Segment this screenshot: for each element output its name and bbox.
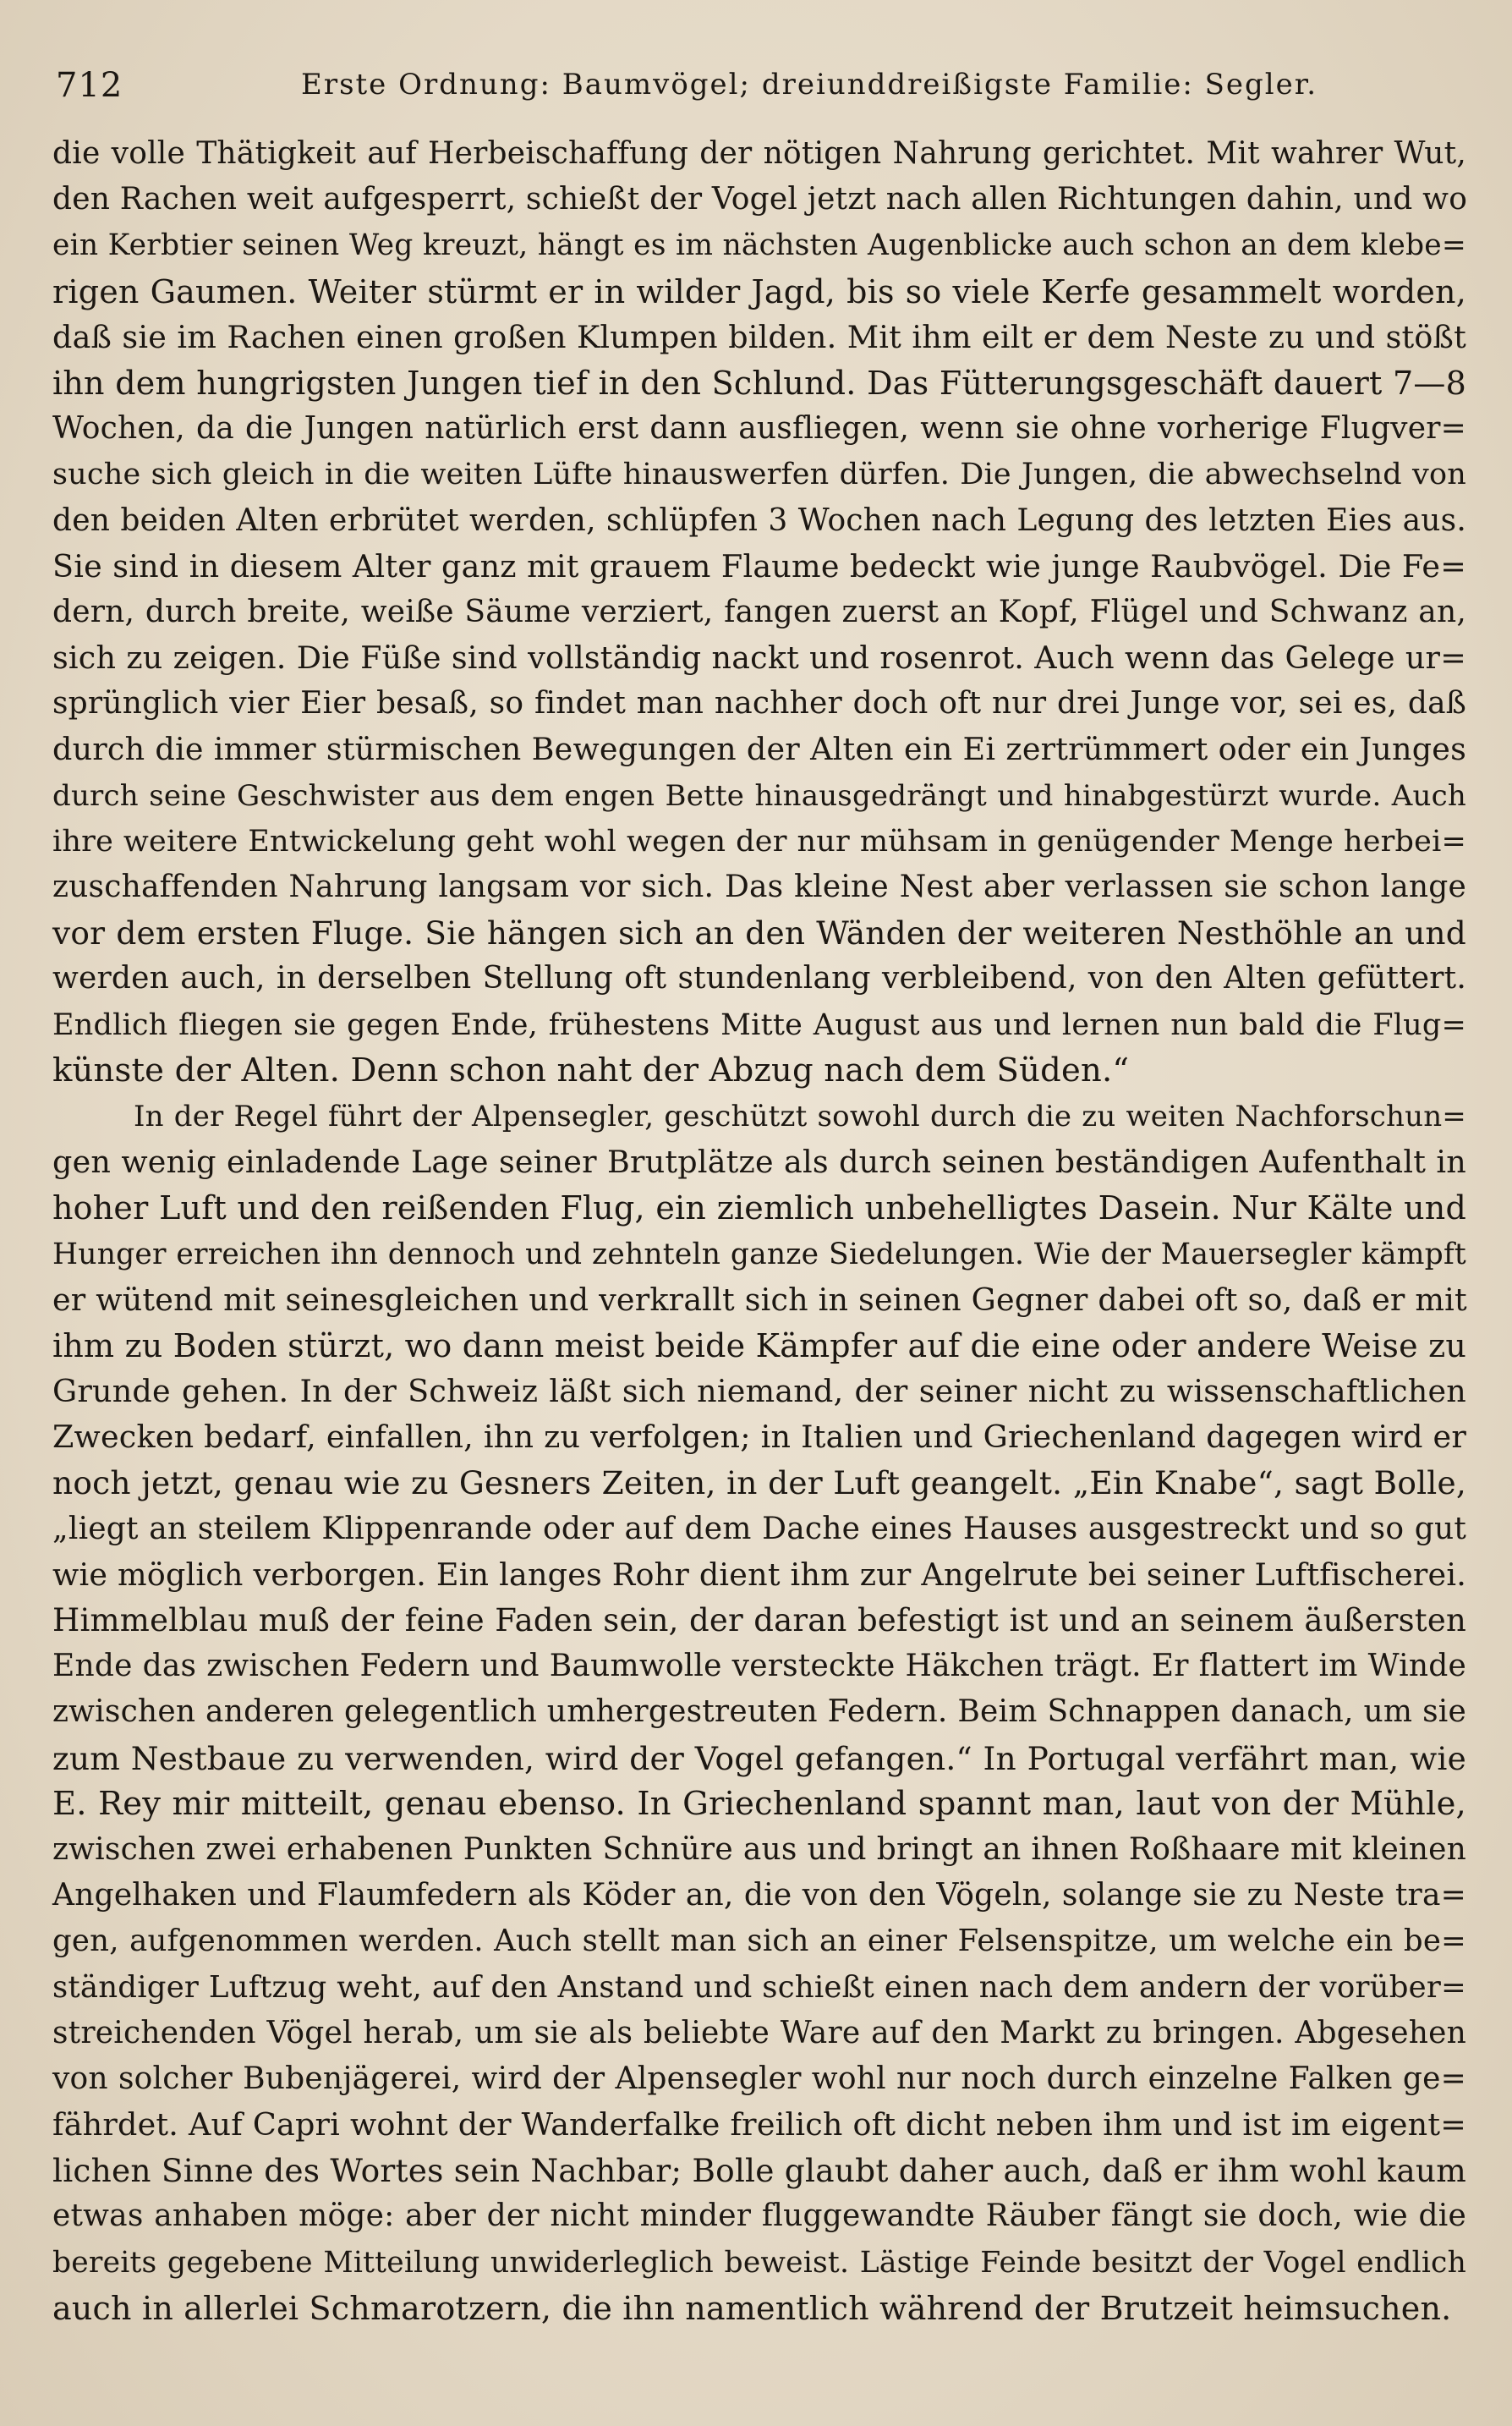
text-line: er wütend mit seinesgleichen und verkrallt sich in seinen Gegner dabei oft so, daß er mit [52, 1281, 1467, 1318]
text-line: ihre weitere Entwickelung geht wohl wegen der nur mühsam in genügender Menge herbei= [52, 824, 1466, 859]
running-head: Erste Ordnung: Baumvögel; dreiunddreißigste Familie: Segler. [301, 68, 1318, 102]
text-line: E. Rey mir mitteilt, genau ebenso. In Griechenland spannt man, laut von der Mühle, [52, 1784, 1466, 1823]
text-line: durch seine Geschwister aus dem engen Bette hinausgedrängt und hinabgestürzt wurde. Auch [52, 778, 1466, 813]
text-line: noch jetzt, genau wie zu Gesners Zeiten, in der Luft geangelt. „Ein Knabe“, sagt Bolle, [52, 1464, 1466, 1502]
paragraph-1 [52, 131, 1466, 1094]
text-line: von solcher Bubenjägerei, wird der Alpensegler wohl nur noch durch einzelne Falken ge= [52, 2061, 1466, 2096]
text-line: gen, aufgenommen werden. Auch stellt man sich an einer Felsenspitze, um welche ein be= [52, 1924, 1466, 1959]
text-line: „liegt an steilem Klippenrande oder auf dem Dache eines Hauses ausgestreckt und so gut [52, 1511, 1466, 1546]
text-line: hoher Luft und den reißenden Flug, ein ziemlich unbehelligtes Dasein. Nur Kälte und [52, 1189, 1466, 1227]
text-line: Endlich fliegen sie gegen Ende, frühestens Mitte August aus und lernen nun bald die Flug= [52, 1007, 1466, 1042]
text-line: lichen Sinne des Wortes sein Nachbar; Bolle glaubt daher auch, daß er ihm wohl kaum [52, 2152, 1466, 2190]
text-line: Ende das zwischen Federn und Baumwolle versteckte Häkchen trägt. Er flattert im Winde [52, 1649, 1466, 1684]
text-line: ihn dem hungrigsten Jungen tief in den Schlund. Das Fütterungsgeschäft dauert 7—8 [52, 364, 1466, 402]
text-line: zwischen anderen gelegentlich umhergestreuten Federn. Beim Schnappen danach, um sie [52, 1694, 1466, 1730]
text-line: sich zu zeigen. Die Füße sind vollständig nackt und rosenrot. Auch wenn das Gelege ur= [52, 639, 1466, 677]
paragraph-2 [52, 1094, 1466, 2331]
text-line: durch die immer stürmischen Bewegungen der Alten ein Ei zertrümmert oder ein Junges [52, 731, 1466, 768]
text-line: zum Nestbaue zu verwenden, wird der Vogel gefangen.“ In Portugal verfährt man, wie [52, 1739, 1466, 1777]
text-line: künste der Alten. Denn schon naht der Abzug nach dem Süden.“ [52, 1051, 1130, 1090]
page-header [56, 59, 1468, 110]
text-line: Grunde gehen. In der Schweiz läßt sich niemand, der seiner nicht zu wissenschaftlichen [52, 1373, 1466, 1410]
text-line: ein Kerbtier seinen Weg kreuzt, hängt es im nächsten Augenblicke auch schon an dem klebe= [52, 228, 1466, 263]
text-line: vor dem ersten Fluge. Sie hängen sich an den Wänden der weiteren Nesthöhle an und [52, 914, 1466, 952]
text-line: In der Regel führt der Alpensegler, geschützt sowohl durch die zu weiten Nachforschun= [134, 1099, 1466, 1133]
body-text [52, 131, 1466, 2331]
text-line: Himmelblau muß der feine Faden sein, der daran befestigt ist und an seinem äußersten [52, 1602, 1466, 1638]
text-line: Wochen, da die Jungen natürlich erst dann ausfliegen, wenn sie ohne vorherige Flugver= [52, 411, 1466, 447]
text-line: dern, durch breite, weiße Säume verziert, fangen zuerst an Kopf, Flügel und Schwanz an, [52, 594, 1466, 629]
text-line: daß sie im Rachen einen großen Klumpen bilden. Mit ihm eilt er dem Neste zu und stößt [52, 318, 1466, 355]
text-line: etwas anhaben möge: aber der nicht minder fluggewandte Räuber fängt sie doch, wie die [52, 2198, 1466, 2234]
text-line: ständiger Luftzug weht, auf den Anstand und schießt einen nach dem andern der vorüber= [52, 1969, 1466, 2005]
text-line: gen wenig einladende Lage seiner Brutplätze als durch seinen beständigen Aufenthalt in [52, 1144, 1466, 1181]
text-line: sprünglich vier Eier besaß, so findet man nachher doch oft nur drei Junge vor, sei es, daß [52, 686, 1466, 722]
text-line: auch in allerlei Schmarotzern, die ihn namentlich während der Brutzeit heimsuchen. [52, 2289, 1452, 2327]
text-line: streichenden Vögel herab, um sie als beliebte Ware auf den Markt zu bringen. Abgesehen [52, 2015, 1466, 2050]
text-line: suche sich gleich in die weiten Lüfte hinauswerfen dürfen. Die Jungen, die abwechselnd von [52, 458, 1466, 492]
text-line: zuschaffenden Nahrung langsam vor sich. Das kleine Nest aber verlassen sie schon lange [52, 870, 1466, 904]
text-line: Angelhaken und Flaumfedern als Köder an, die von den Vögeln, solange sie zu Neste tra= [52, 1878, 1466, 1913]
page-number: 712 [56, 66, 123, 105]
text-line: den beiden Alten erbrütet werden, schlüpfen 3 Wochen nach Legung des letzten Eies aus. [52, 502, 1466, 538]
text-line: Zwecken bedarf, einfallen, ihn zu verfolgen; in Italien und Griechenland dagegen wird er [52, 1419, 1466, 1456]
text-line: fährdet. Auf Capri wohnt der Wanderfalke freilich oft dicht neben ihm und ist im eigent= [52, 2106, 1466, 2143]
text-line: Sie sind in diesem Alter ganz mit grauem Flaume bedeckt wie junge Raubvögel. Die Fe= [52, 547, 1466, 585]
text-line: ihm zu Boden stürzt, wo dann meist beide Kämpfer auf die eine oder andere Weise zu [52, 1326, 1466, 1364]
text-line: rigen Gaumen. Weiter stürmt er in wilder Jagd, bis so viele Kerfe gesammelt worden, [52, 272, 1466, 310]
text-line: die volle Thätigkeit auf Herbeischaffung der nötigen Nahrung gerichtet. Mit wahrer Wut, [52, 136, 1466, 171]
text-line: wie möglich verborgen. Ein langes Rohr dient ihm zur Angelrute bei seiner Luftfischerei. [52, 1556, 1466, 1593]
text-line: werden auch, in derselben Stellung oft stundenlang verbleibend, von den Alten gefüttert. [52, 961, 1466, 996]
text-line: bereits gegebene Mitteilung unwiderleglich beweist. Lästige Feinde besitzt der Vogel endlich [52, 2245, 1466, 2280]
text-line: zwischen zwei erhabenen Punkten Schnüre aus und bringt an ihnen Roßhaare mit kleinen [52, 1831, 1466, 1867]
text-line: Hunger erreichen ihn dennoch und zehnteln ganze Siedelungen. Wie der Mauersegler kämpft [52, 1237, 1466, 1271]
text-line: den Rachen weit aufgesperrt, schießt der Vogel jetzt nach allen Richtungen dahin, und wo [52, 182, 1468, 217]
